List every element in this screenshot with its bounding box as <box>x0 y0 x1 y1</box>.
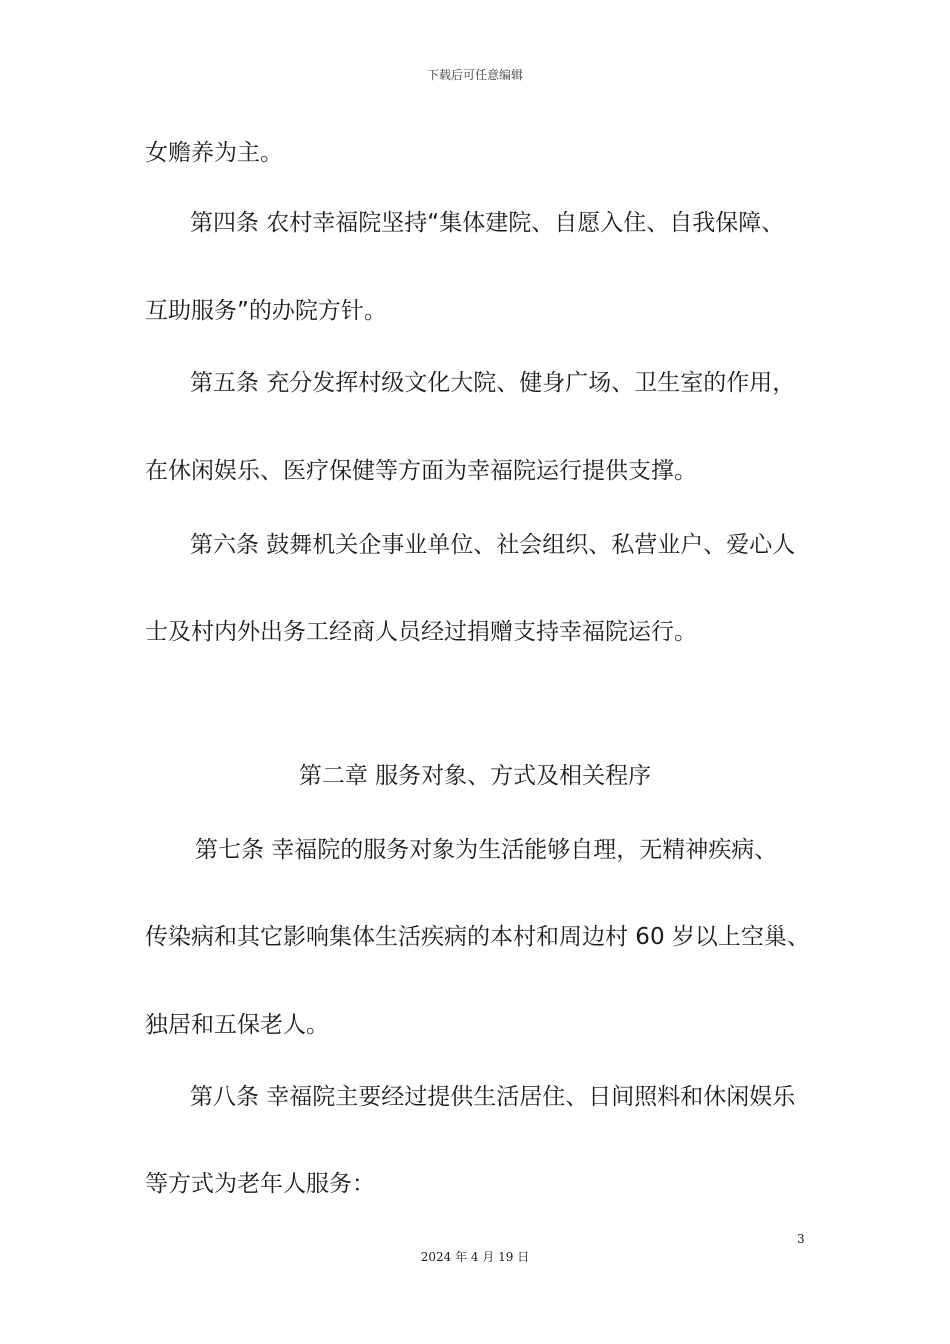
article-6-line-2: 士及村内外出务工经商人员经过捐赠支持幸福院运行。 <box>145 619 697 645</box>
article-7-line-3: 独居和五保老人。 <box>145 1012 329 1038</box>
page-number: 3 <box>797 1232 805 1246</box>
article-6-line-1: 第六条 鼓舞机关企事业单位、社会组织、私营业户、爱心人 <box>190 532 796 558</box>
article-8-line-2: 等方式为老年人服务： <box>145 1171 375 1197</box>
article-4-line-1: 第四条 农村幸福院坚持“集体建院、自愿入住、自我保障、 <box>190 210 785 236</box>
body-line-1: 女赡养为主。 <box>145 140 283 166</box>
page-header: 下载后可任意编辑 <box>426 68 523 82</box>
chapter-title: 第二章 服务对象、方式及相关程序 <box>298 763 652 789</box>
footer-date: 2024 年 4 月 19 日 <box>420 1250 530 1264</box>
article-7-line-1: 第七条 幸福院的服务对象为生活能够自理，无精神疾病、 <box>195 837 778 863</box>
article-5-line-1: 第五条 充分发挥村级文化大院、健身广场、卫生室的作用， <box>190 370 796 396</box>
article-8-line-1: 第八条 幸福院主要经过提供生活居住、日间照料和休闲娱乐 <box>190 1084 796 1110</box>
article-7-line-2: 传染病和其它影响集体生活疾病的本村和周边村 60 岁以上空巢、 <box>145 924 810 950</box>
article-5-line-2: 在休闲娱乐、医疗保健等方面为幸福院运行提供支撑。 <box>145 458 697 484</box>
article-4-line-2: 互助服务”的办院方针。 <box>145 298 387 324</box>
